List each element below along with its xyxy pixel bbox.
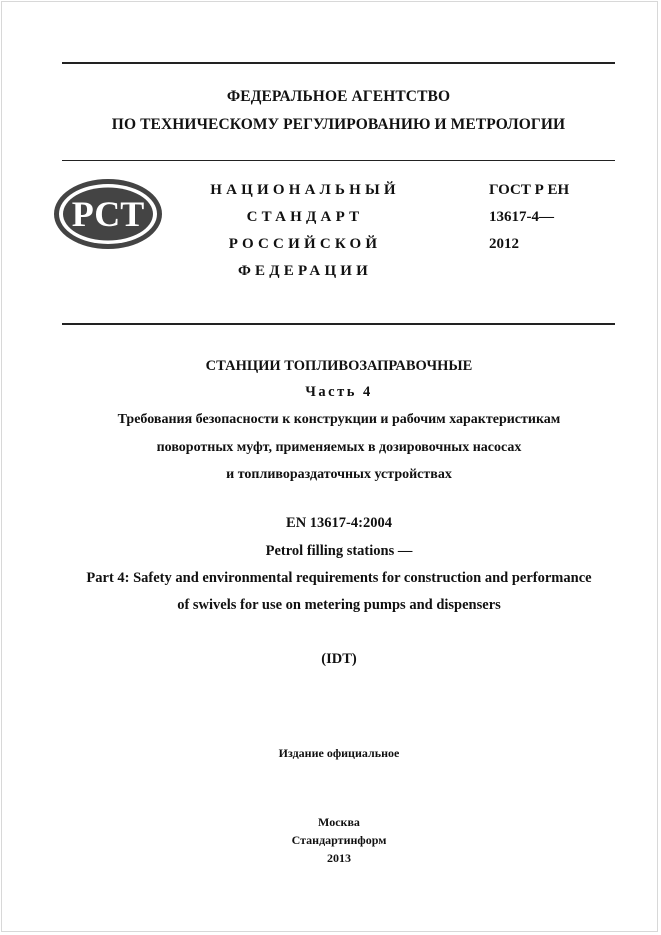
title-ru-main: СТАНЦИИ ТОПЛИВОЗАПРАВОЧНЫЕ bbox=[205, 358, 473, 374]
title-en-line-1: Part 4: Safety and environmental requirements for construction and performance bbox=[86, 570, 592, 586]
title-ru-line-3: и топливораздаточных устройствах bbox=[226, 467, 452, 482]
title-ru-line-2: поворотных муфт, применяемых в дозировочных насосах bbox=[156, 440, 522, 455]
edition-label: Издание официальное bbox=[278, 746, 400, 760]
imprint-city: Москва bbox=[318, 815, 360, 829]
designation-line-3: 2012 bbox=[489, 236, 519, 252]
imprint-year: 2013 bbox=[327, 851, 351, 865]
top-rule bbox=[62, 62, 615, 64]
agency-line-2: ПО ТЕХНИЧЕСКОМУ РЕГУЛИРОВАНИЮ И МЕТРОЛОГИИ bbox=[111, 116, 566, 133]
identity-label: (IDT) bbox=[321, 651, 357, 667]
title-ru-part: Часть 4 bbox=[305, 384, 373, 400]
designation-line-2: 13617-4— bbox=[489, 209, 554, 225]
standard-type-line-4: ФЕДЕРАЦИИ bbox=[237, 263, 373, 279]
imprint-publisher: Стандартинформ bbox=[291, 833, 387, 847]
title-en-code: EN 13617-4:2004 bbox=[286, 515, 392, 531]
agency-rule bbox=[62, 160, 615, 161]
title-ru-line-1: Требования безопасности к конструкции и рабочим характеристикам bbox=[117, 412, 561, 427]
title-en-main: Petrol filling stations — bbox=[265, 543, 413, 559]
standard-type-line-2: СТАНДАРТ bbox=[246, 209, 364, 225]
header-rule bbox=[62, 323, 615, 325]
standard-type-line-3: РОССИЙСКОЙ bbox=[228, 236, 382, 252]
logo-text: РСТ bbox=[71, 194, 145, 234]
title-en-line-2: of swivels for use on metering pumps and dispensers bbox=[177, 597, 501, 613]
standard-type-line-1: НАЦИОНАЛЬНЫЙ bbox=[210, 182, 400, 198]
rst-mark-icon bbox=[52, 177, 164, 251]
designation-line-1: ГОСТ Р ЕН bbox=[489, 182, 570, 198]
agency-line-1: ФЕДЕРАЛЬНОЕ АГЕНТСТВО bbox=[226, 88, 451, 105]
